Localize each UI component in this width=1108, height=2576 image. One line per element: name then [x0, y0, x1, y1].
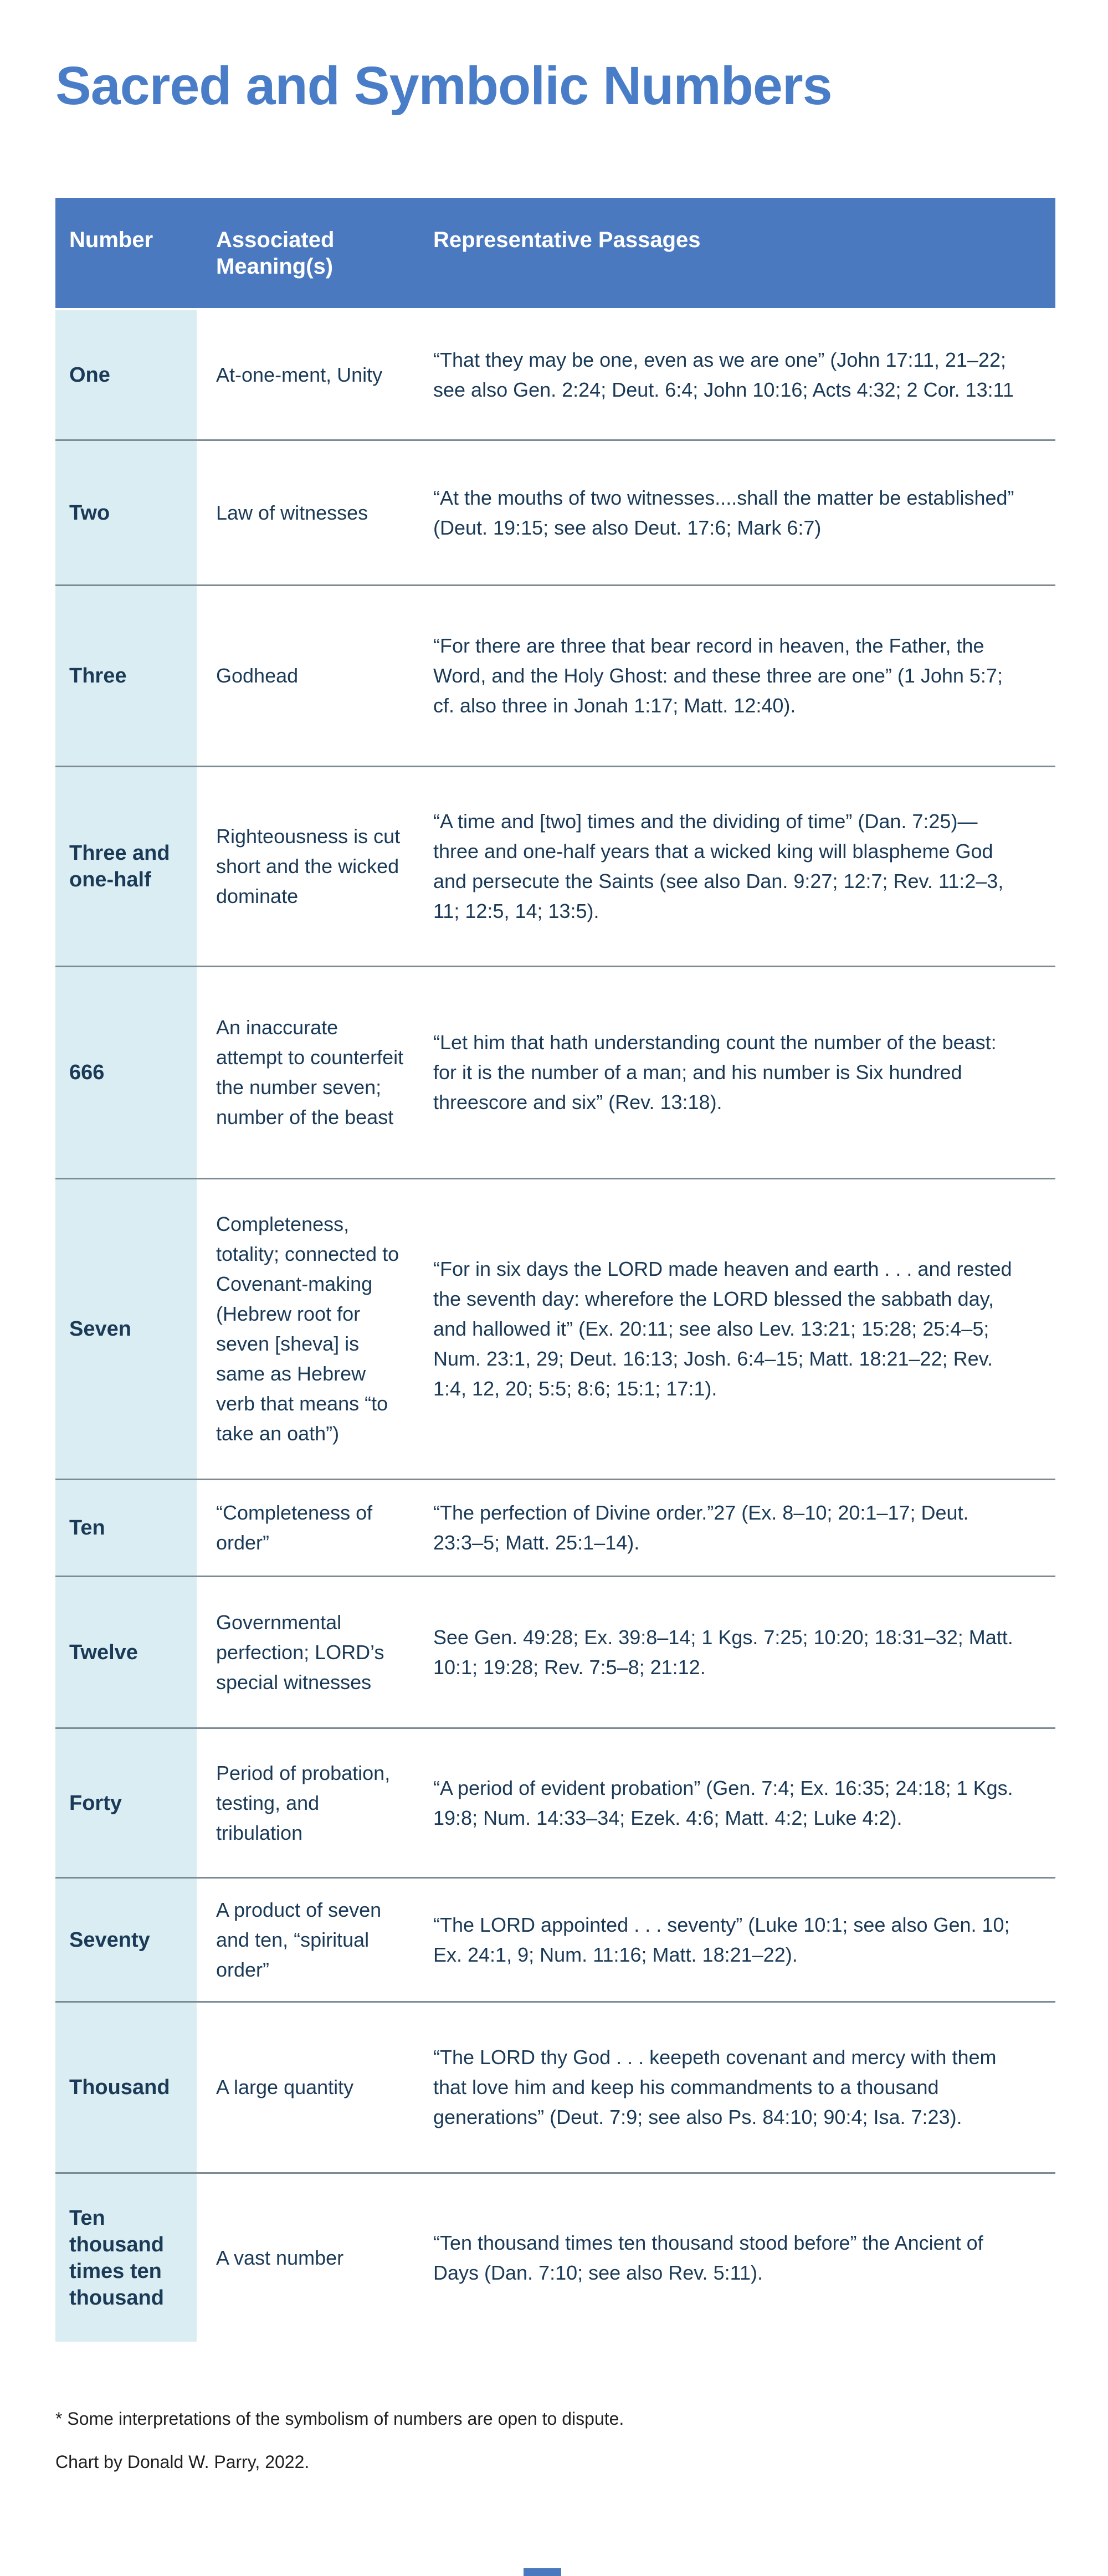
row-passages: “Ten thousand times ten thousand stood before” the Ancient of Days (Dan. 7:10; see also Rev. 5:11). — [433, 2231, 983, 2284]
table-row — [55, 441, 1055, 586]
page-title: Sacred and Symbolic Numbers — [55, 55, 832, 116]
table-row — [55, 1179, 1055, 1480]
row-number: Ten — [55, 1480, 197, 1576]
table-header — [55, 198, 1055, 310]
row-number: Seven — [55, 1179, 197, 1479]
row-number: Ten thousand times ten thousand — [55, 2174, 197, 2342]
header-cell-number: Number — [69, 228, 153, 252]
row-passages: “For in six days the LORD made heaven and earth . . . and rested the seventh day: wherefore the LORD blessed the sabbath day, and hallowed it” (Ex. 20:11; see also Lev. 13:21; 15:28; 25:4–5; Num. 23:1, 29; Deut. 16:13; Josh. 6:4–15; Matt. 18:21–22; Rev. 1:4, 12, 20; 5:5; 8:6; 15:1; 17:1). — [433, 1258, 1012, 1400]
row-passages: “A period of evident probation” (Gen. 7:4; Ex. 16:35; 24:18; 1 Kgs. 19:8; Num. 14:33–34; Ezek. 4:6; Matt. 4:2; Luke 4:2). — [433, 1776, 1013, 1829]
row-meaning: A vast number — [216, 2246, 344, 2269]
row-meaning: Completeness, totality; connected to Covenant-making (Hebrew root for seven [sheva] is same as Hebrew verb that means “to take an oath”) — [216, 1213, 399, 1445]
footnotes — [55, 2407, 997, 2474]
row-passages: “At the mouths of two witnesses....shall the matter be established” (Deut. 19:15; see also Deut. 17:6; Mark 6:7) — [433, 486, 1014, 539]
row-meaning: A product of seven and ten, “spiritual order” — [216, 1898, 382, 1981]
table-row — [55, 310, 1055, 441]
table-row — [55, 1577, 1055, 1729]
row-meaning: “Completeness of order” — [216, 1501, 373, 1554]
row-meaning: Governmental perfection; LORD’s special witnesses — [216, 1610, 384, 1694]
table-body — [55, 310, 1055, 2342]
row-number: Twelve — [55, 1577, 197, 1727]
table-row — [55, 2174, 1055, 2342]
row-number: Two — [55, 441, 197, 584]
row-number: Three and one-half — [55, 767, 197, 966]
row-meaning: Righteousness is cut short and the wicked dominate — [216, 825, 401, 907]
table-row — [55, 1729, 1055, 1879]
row-number: Three — [55, 586, 197, 766]
row-passages: “A time and [two] times and the dividing of time” (Dan. 7:25)—three and one-half years that a wicked king will blaspheme God and persecute the Saints (see also Dan. 9:27; 12:7; Rev. 11:2–3, 11; 12:5, 14; 13:5). — [433, 810, 1004, 922]
table-row — [55, 2003, 1055, 2174]
row-passages: “For there are three that bear record in heaven, the Father, the Word, and the Holy Ghost: and these three are one” (1 John 5:7; cf. also three in Jonah 1:17; Matt. 12:40). — [433, 634, 1003, 717]
row-number: Seventy — [55, 1879, 197, 2001]
row-meaning: Law of witnesses — [216, 501, 368, 524]
row-passages: See Gen. 49:28; Ex. 39:8–14; 1 Kgs. 7:25; 10:20; 18:31–32; Matt. 10:1; 19:28; Rev. 7:5–8; 21:12. — [433, 1625, 1013, 1679]
footnote-credit: Chart by Donald W. Parry, 2022. — [55, 2452, 310, 2472]
table-row — [55, 1879, 1055, 2003]
header-cell-passages: Representative Passages — [433, 228, 701, 252]
row-passages: “Let him that hath understanding count the number of the beast: for it is the number of a man; and his number is Six hundred threescore and six” (Rev. 13:18). — [433, 1031, 997, 1113]
header-cell-meaning: Associated Meaning(s) — [216, 228, 335, 279]
row-passages: “The perfection of Divine order.”27 (Ex. 8–10; 20:1–17; Deut. 23:3–5; Matt. 25:1–14). — [433, 1501, 969, 1554]
row-meaning: An inaccurate attempt to counterfeit the number seven; number of the beast — [216, 1016, 404, 1128]
bottom-accent-bar — [524, 2568, 561, 2576]
table-row — [55, 1480, 1055, 1577]
row-number: 666 — [55, 967, 197, 1178]
row-passages: “The LORD appointed . . . seventy” (Luke 10:1; see also Gen. 10; Ex. 24:1, 9; Num. 11:16; Matt. 18:21–22). — [433, 1913, 1010, 1966]
table-row — [55, 586, 1055, 767]
table-row — [55, 767, 1055, 967]
sacred-numbers-table — [55, 198, 1055, 2342]
row-meaning: Godhead — [216, 664, 299, 687]
row-number: Forty — [55, 1729, 197, 1877]
row-meaning: Period of probation, testing, and tribulation — [216, 1761, 391, 1844]
row-passages: “The LORD thy God . . . keepeth covenant and mercy with them that love him and keep his commandments to a thousand generations” (Deut. 7:9; see also Ps. 84:10; 90:4; Isa. 7:23). — [433, 2046, 997, 2128]
row-meaning: At-one-ment, Unity — [216, 363, 383, 386]
row-passages: “That they may be one, even as we are one” (John 17:11, 21–22; see also Gen. 2:24; Deut. 6:4; John 10:16; Acts 4:32; 2 Cor. 13:11 — [433, 348, 1014, 401]
row-number: Thousand — [55, 2003, 197, 2172]
row-number: One — [55, 310, 197, 439]
footnote-disclaimer: * Some interpretations of the symbolism of numbers are open to dispute. — [55, 2409, 624, 2429]
table-row — [55, 967, 1055, 1179]
row-meaning: A large quantity — [216, 2076, 354, 2098]
